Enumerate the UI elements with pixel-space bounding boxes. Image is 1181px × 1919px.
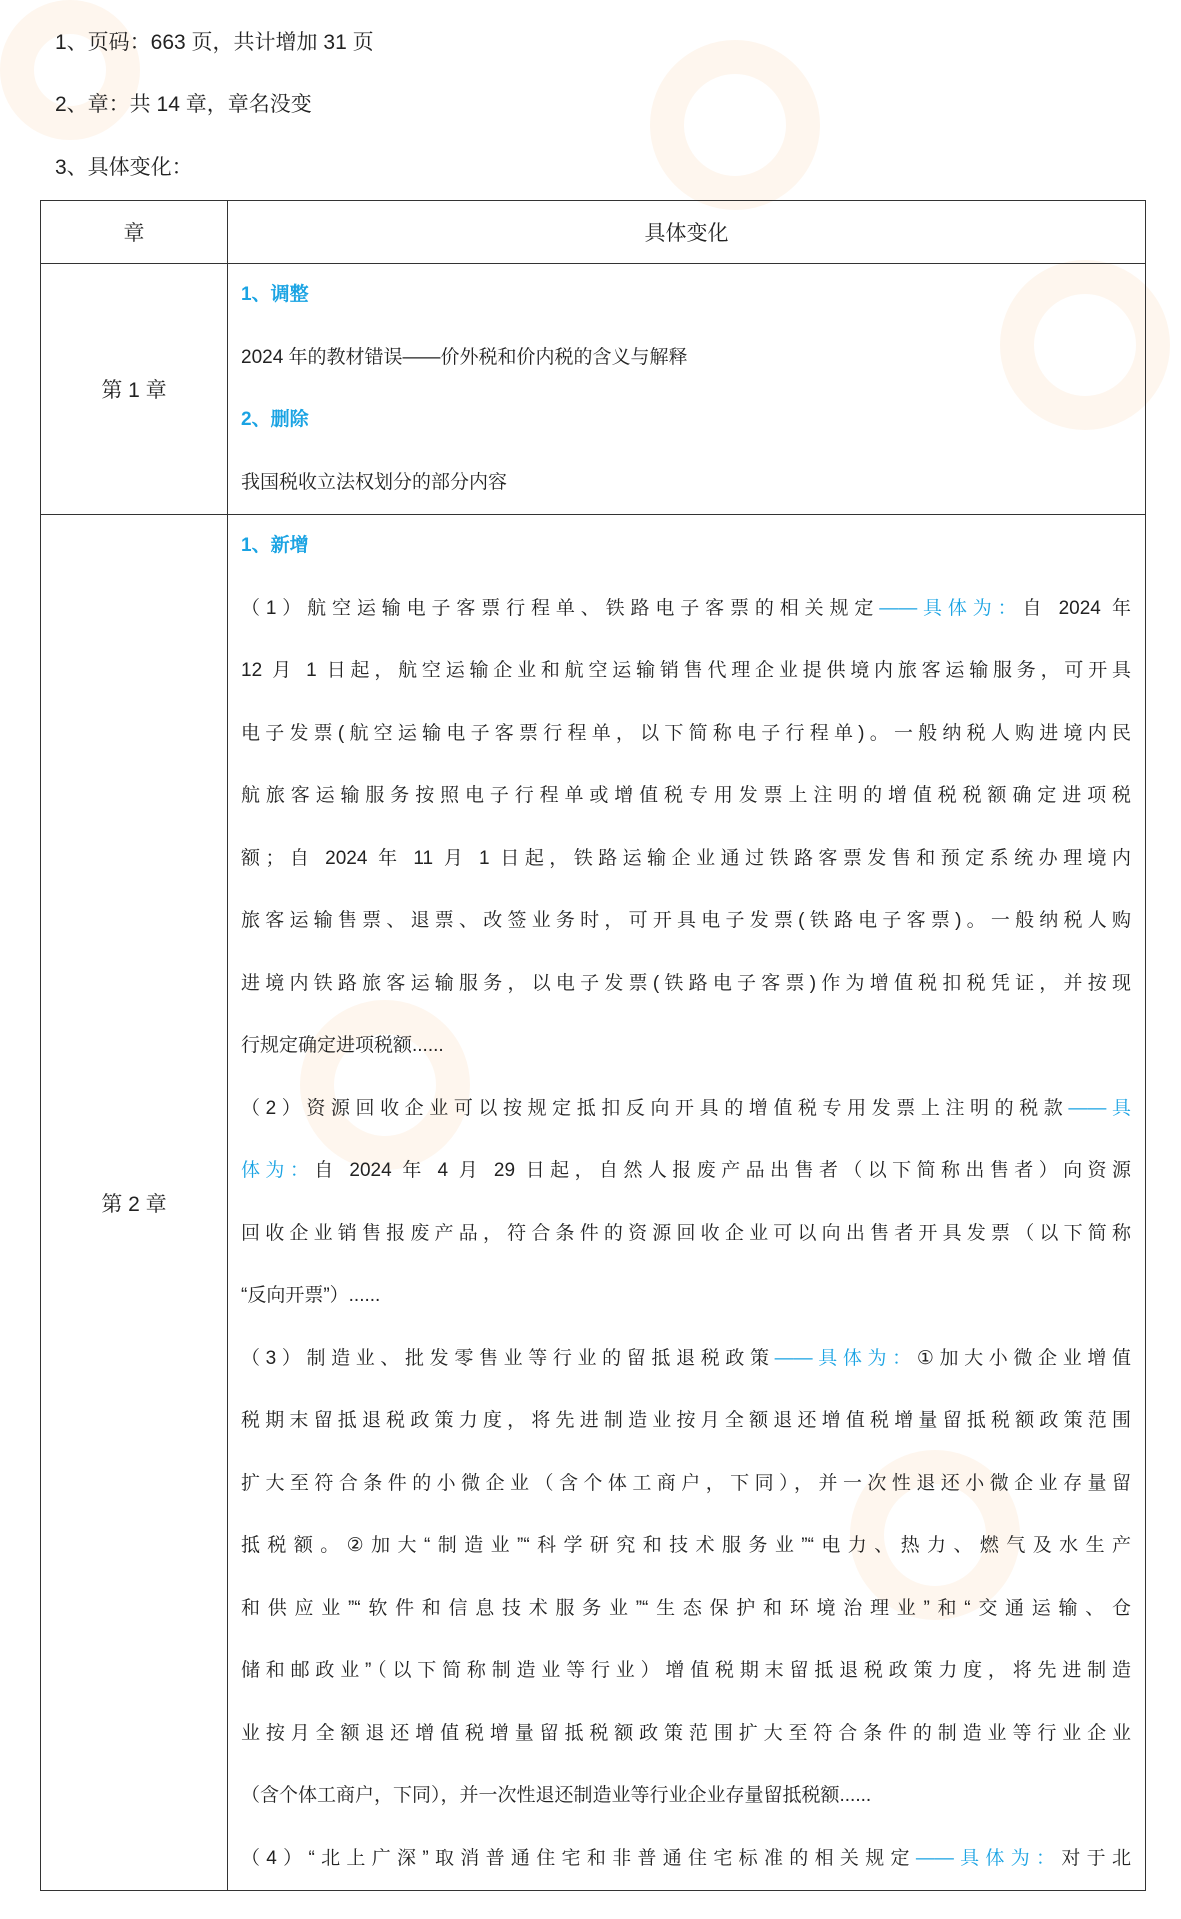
text-line <box>241 1578 1131 1641</box>
header-changes: 具体变化 <box>228 201 1146 264</box>
text-segment: （含个体工商户，下同），并一次性退还制造业等行业企业存量留抵税额...... <box>241 1785 872 1806</box>
text-segment: 1、新增 <box>241 535 309 556</box>
text-segment: “反向开票”）...... <box>241 1285 381 1306</box>
header-chapter: 章 <box>41 201 228 264</box>
text-segment: （3）制造业、批发零售业等行业的留抵退税政策 <box>241 1347 775 1369</box>
changes-cell <box>228 515 1146 1891</box>
text-line <box>241 1203 1131 1266</box>
text-segment: 和供应业”“软件和信息技术服务业”“生态保护和环境治理业”和“交通运输、仓 <box>241 1597 1131 1619</box>
text-segment: 储和邮政业”（以下简称制造业等行业）增值税期末留抵退税政策力度，将先进制造 <box>241 1660 1131 1681</box>
text-segment: 2024 年的教材错误——价外税和价内税的含义与解释 <box>241 346 688 368</box>
text-line <box>241 1828 1131 1891</box>
text-line <box>241 1265 1131 1328</box>
text-line <box>241 953 1131 1016</box>
text-segment: 电子发票(航空运输电子客票行程单，以下简称电子行程单)。一般纳税人购进境内民 <box>241 722 1131 744</box>
text-line <box>241 1328 1131 1391</box>
chapter-count-line: 2、章：共 14 章，章名没变 <box>55 93 312 116</box>
table-row <box>41 264 1146 515</box>
text-segment: 税期末留抵退税政策力度，将先进制造业按月全额退还增值税增量留抵税额政策范围 <box>241 1410 1131 1431</box>
section-heading <box>241 515 1131 578</box>
text-line <box>241 1640 1131 1703</box>
text-segment: 12 月 1 日起，航空运输企业和航空运输销售代理企业提供境内旅客运输服务，可开具 <box>241 660 1131 681</box>
changes-cell <box>228 264 1146 515</box>
text-line <box>241 1015 1131 1078</box>
text-line <box>241 640 1131 703</box>
text-segment: 航旅客运输服务按照电子行程单或增值税专用发票上注明的增值税税额确定进项税 <box>241 785 1131 806</box>
text-segment: 对于北 <box>1061 1847 1131 1869</box>
highlight-text: ——具体为： <box>879 597 1023 619</box>
text-segment: （2）资源回收企业可以按规定抵扣反向开具的增值税专用发票上注明的税款 <box>241 1097 1069 1119</box>
text-line <box>241 327 1131 390</box>
section-heading <box>241 264 1131 327</box>
text-segment: 我国税收立法权划分的部分内容 <box>241 471 508 493</box>
text-line <box>241 1515 1131 1578</box>
changes-table <box>40 200 1146 1891</box>
chapter-cell: 第 2 章 <box>41 515 228 1891</box>
text-segment: 1、调整 <box>241 284 309 305</box>
text-segment: 行规定确定进项税额...... <box>241 1035 444 1056</box>
text-line <box>241 1765 1131 1828</box>
text-segment: 旅客运输售票、退票、改签业务时，可开具电子发票(铁路电子客票)。一般纳税人购 <box>241 910 1131 931</box>
text-segment: 额；自 2024 年 11 月 1 日起，铁路运输企业通过铁路客票发售和预定系统办理境内 <box>241 847 1131 869</box>
highlight-text: 体为： <box>241 1160 315 1181</box>
text-line <box>241 828 1131 891</box>
text-line <box>241 1140 1131 1203</box>
text-segment: 自 2024 年 <box>1022 597 1131 619</box>
table-header-row <box>41 201 1146 264</box>
text-line <box>241 703 1131 766</box>
text-line <box>241 1703 1131 1766</box>
text-segment: 自 2024 年 4 月 29 日起，自然人报废产品出售者（以下简称出售者）向资源 <box>314 1160 1131 1181</box>
text-segment: 业按月全额退还增值税增量留抵税额政策范围扩大至符合条件的制造业等行业企业 <box>241 1722 1131 1744</box>
text-segment: （4）“北上广深”取消普通住宅和非普通住宅标准的相关规定 <box>241 1847 916 1869</box>
changes-heading: 3、具体变化： <box>55 156 193 179</box>
highlight-text: ——具 <box>1068 1097 1131 1119</box>
text-line <box>241 1078 1131 1141</box>
table-row <box>41 515 1146 1891</box>
text-segment: 抵税额。②加大“制造业”“科学研究和技术服务业”“电力、热力、燃气及水生产 <box>241 1535 1131 1556</box>
text-line <box>241 765 1131 828</box>
text-segment: （1）航空运输电子客票行程单、铁路电子客票的相关规定 <box>241 597 880 619</box>
highlight-text: ——具体为： <box>774 1347 917 1369</box>
text-line <box>241 578 1131 641</box>
text-segment: ①加大小微企业增值 <box>916 1347 1131 1369</box>
page-count-line: 1、页码：663 页，共计增加 31 页 <box>55 31 374 54</box>
text-segment: 进境内铁路旅客运输服务，以电子发票(铁路电子客票)作为增值税扣税凭证，并按现 <box>241 972 1131 994</box>
text-segment: 扩大至符合条件的小微企业（含个体工商户，下同），并一次性退还小微企业存量留 <box>241 1472 1131 1494</box>
text-line <box>241 890 1131 953</box>
text-line <box>241 452 1131 515</box>
text-line <box>241 1453 1131 1516</box>
text-segment: 回收企业销售报废产品，符合条件的资源回收企业可以向出售者开具发票（以下简称 <box>241 1222 1131 1244</box>
text-segment: 2、删除 <box>241 409 309 430</box>
text-line <box>241 1390 1131 1453</box>
watermark-logo <box>650 40 820 210</box>
section-heading <box>241 389 1131 452</box>
chapter-cell: 第 1 章 <box>41 264 228 515</box>
highlight-text: ——具体为： <box>915 1847 1062 1869</box>
